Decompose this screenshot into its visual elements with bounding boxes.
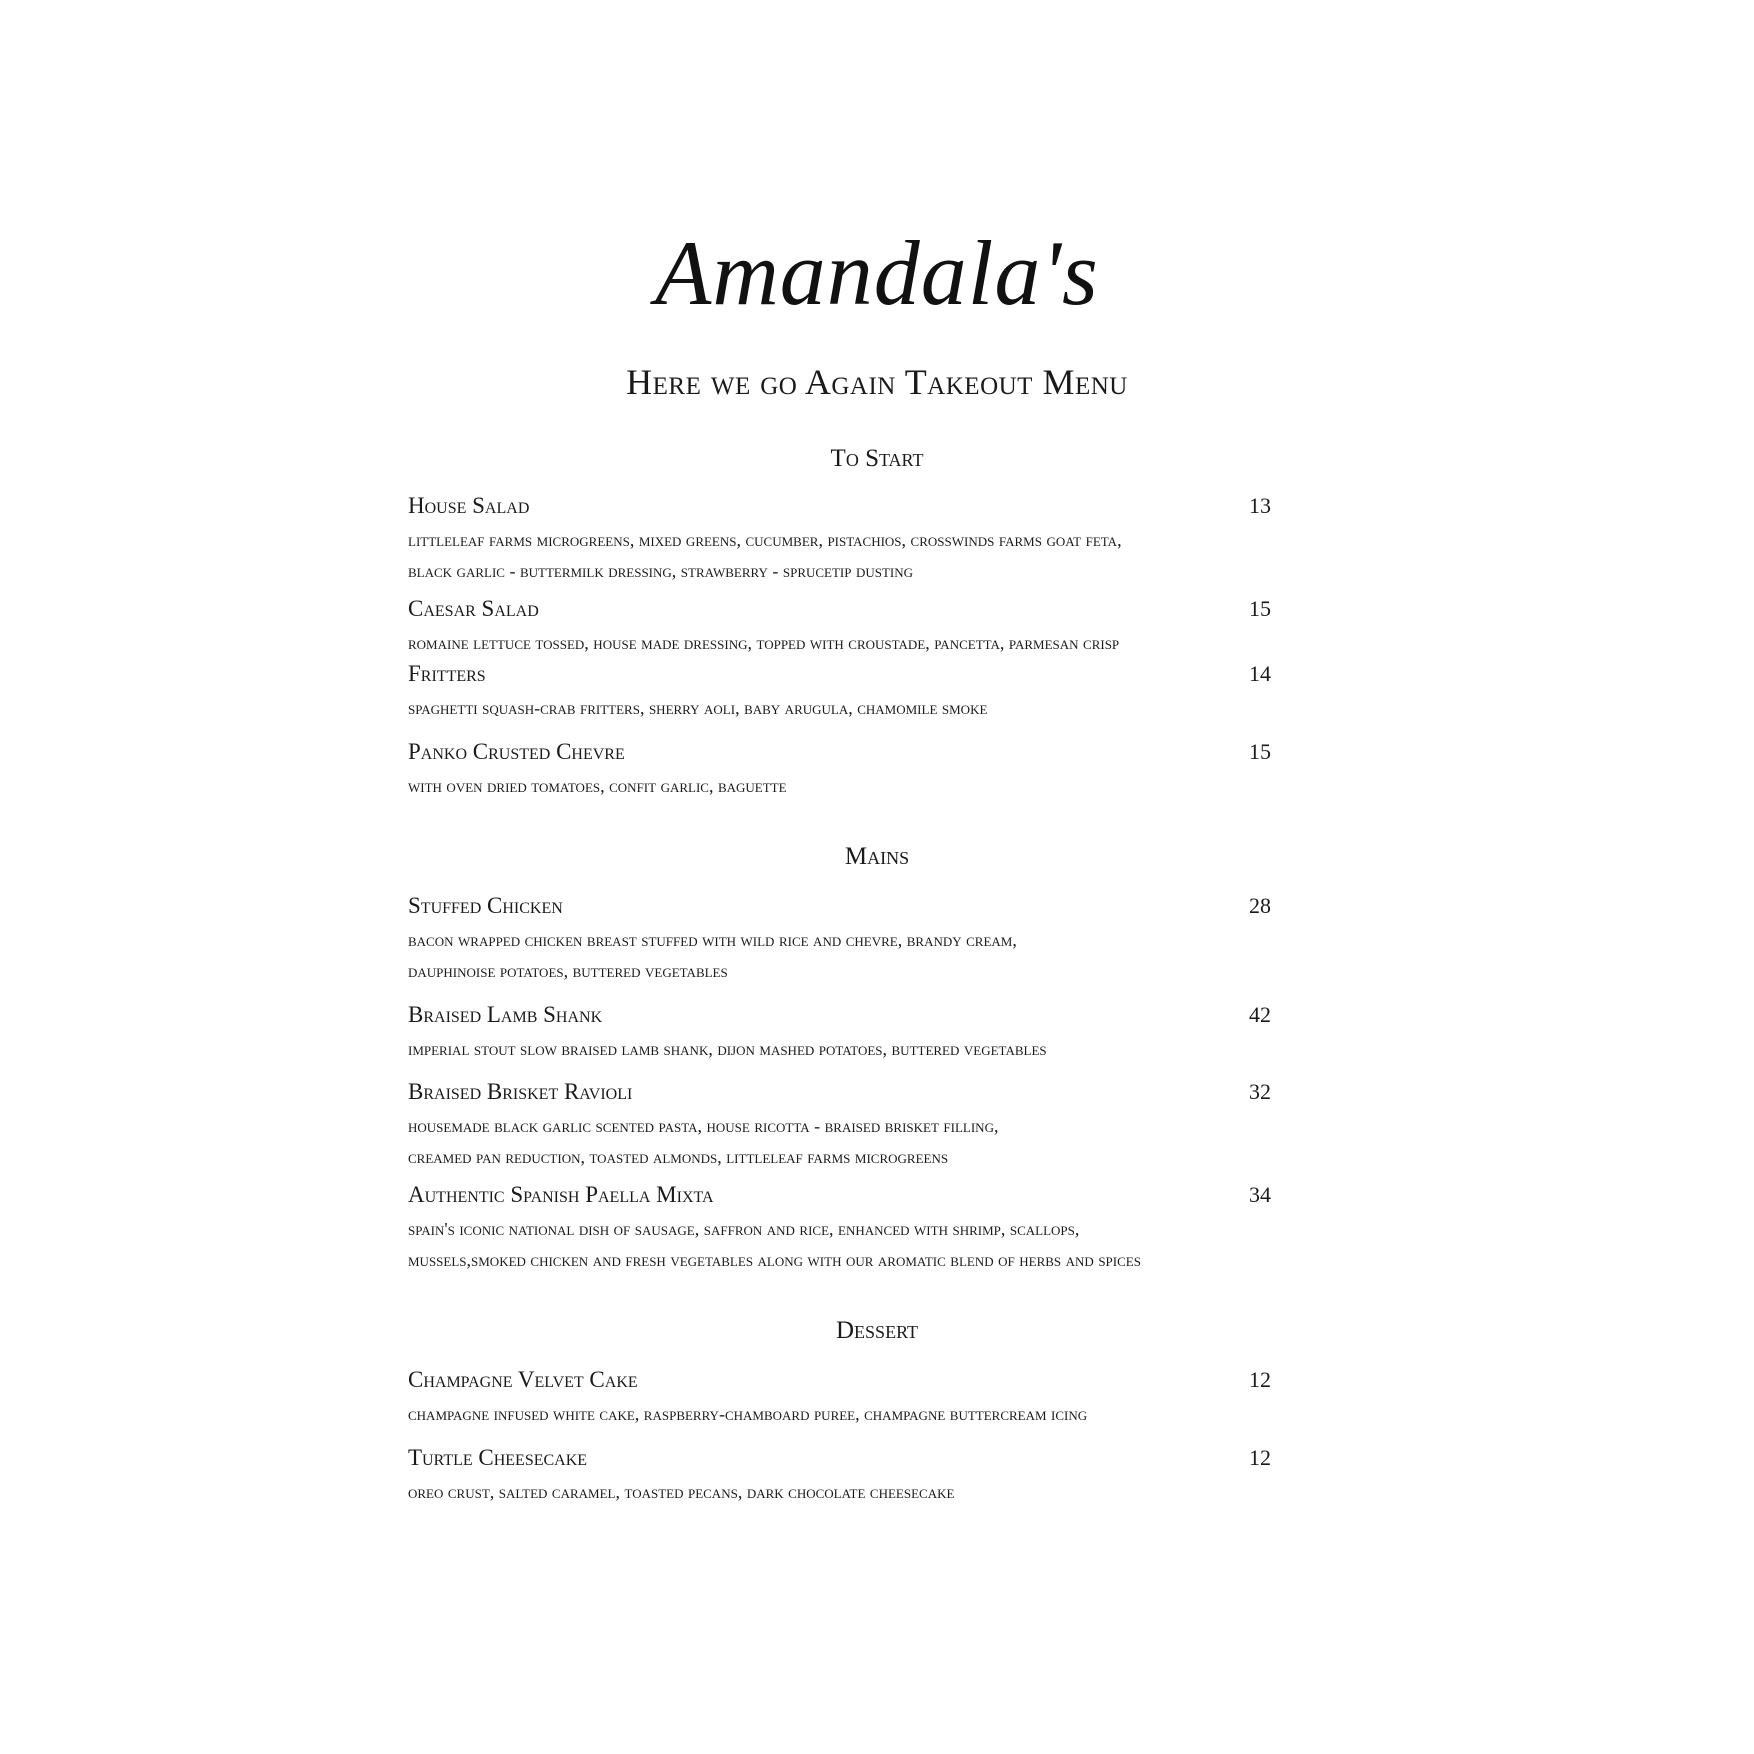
- menu-item-name: Caesar Salad: [408, 596, 539, 621]
- menu-item-price: 15: [1249, 596, 1271, 621]
- menu-item-description: romaine lettuce tossed, house made dressing, topped with croustade, pancetta, parmesan crisp: [408, 633, 1120, 653]
- menu-item-name: Braised Lamb Shank: [408, 1002, 603, 1027]
- menu-item-name: House Salad: [408, 493, 530, 518]
- menu-item-description: oreo crust, salted caramel, toasted pecans, dark chocolate cheesecake: [408, 1482, 955, 1502]
- menu-item-description: spain's iconic national dish of sausage, saffron and rice, enhanced with shrimp, scallops,: [408, 1219, 1080, 1239]
- restaurant-logo: Amandala's: [655, 222, 1099, 324]
- menu-item-name: Champagne Velvet Cake: [408, 1367, 638, 1392]
- menu-item-price: 28: [1249, 893, 1271, 918]
- menu-item-name: Authentic Spanish Paella Mixta: [408, 1182, 714, 1207]
- menu-item-description: creamed pan reduction, toasted almonds, littleleaf farms microgreens: [408, 1147, 949, 1167]
- section-title-mains: Mains: [844, 843, 910, 870]
- menu-item-name: Stuffed Chicken: [408, 893, 563, 918]
- menu-item-description: littleleaf farms microgreens, mixed greens, cucumber, pistachios, crosswinds farms goat feta,: [408, 530, 1122, 550]
- menu-item-name: Turtle Cheesecake: [408, 1445, 588, 1470]
- menu-item-price: 13: [1249, 493, 1271, 518]
- menu-item-price: 42: [1249, 1002, 1271, 1027]
- menu-item-description: champagne infused white cake, raspberry-chamboard puree, champagne buttercream icing: [408, 1404, 1088, 1424]
- section-title-dessert: Dessert: [836, 1317, 918, 1344]
- menu-title: Here we go Again Takeout Menu: [626, 362, 1128, 402]
- menu-item-description: imperial stout slow braised lamb shank, dijon mashed potatoes, buttered vegetables: [408, 1039, 1047, 1059]
- menu-item-description: spaghetti squash-crab fritters, sherry aoli, baby arugula, chamomile smoke: [408, 698, 988, 718]
- menu-item-description: with oven dried tomatoes, confit garlic, baguette: [408, 776, 787, 796]
- menu-item-name: Panko Crusted Chevre: [408, 739, 625, 764]
- menu-item-description: mussels,smoked chicken and fresh vegetables along with our aromatic blend of herbs and spices: [408, 1250, 1141, 1270]
- menu-item-price: 15: [1249, 739, 1271, 764]
- menu-item-description: housemade black garlic scented pasta, house ricotta - braised brisket filling,: [408, 1116, 999, 1136]
- menu-item-price: 32: [1249, 1079, 1271, 1104]
- menu-item-description: bacon wrapped chicken breast stuffed with wild rice and chevre, brandy cream,: [408, 930, 1017, 950]
- menu-item-price: 14: [1249, 661, 1271, 686]
- menu-item-description: black garlic - buttermilk dressing, strawberry - sprucetip dusting: [408, 561, 914, 581]
- menu-item-description: dauphinoise potatoes, buttered vegetables: [408, 961, 728, 981]
- section-title-to-start: To Start: [830, 445, 924, 472]
- menu-item-price: 12: [1249, 1445, 1271, 1470]
- menu-item-price: 34: [1249, 1182, 1271, 1207]
- menu-item-price: 12: [1249, 1367, 1271, 1392]
- menu-item-name: Braised Brisket Ravioli: [408, 1079, 633, 1104]
- menu-item-name: Fritters: [408, 661, 486, 686]
